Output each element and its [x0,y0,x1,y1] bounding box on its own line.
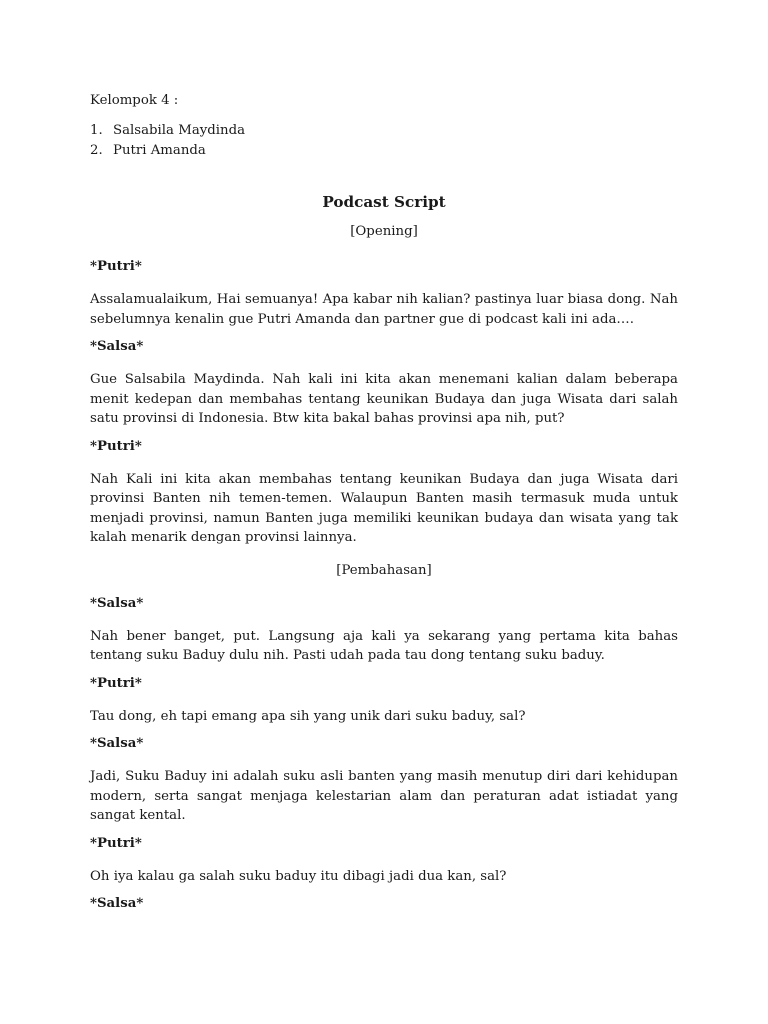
dialogue-line: Nah Kali ini kita akan membahas tentang keunikan Budaya dan juga Wisata dari provinsi Banten nih temen-temen. Walaupun Banten masih termasuk muda untuk menjadi provinsi, namun Banten juga memiliki keunikan budaya dan wisata yang tak kalah menarik dengan provinsi lainnya. [90,471,678,545]
group-heading: Kelompok 4 : [90,93,179,108]
speaker-label: *Putri* [90,835,142,851]
list-item [90,121,678,141]
dialogue-line: Tau dong, eh tapi emang apa sih yang unik dari suku baduy, sal? [90,708,526,724]
document-title: Podcast Script [322,193,446,211]
list-number: 2. [90,143,103,158]
dialogue-line: Jadi, Suku Baduy ini adalah suku asli banten yang masih menutup diri dari kehidupan modern, serta sangat menjaga kelestarian alam dan peraturan adat istiadat yang sangat kental. [90,769,678,823]
section-label-opening: [Opening] [350,224,418,239]
dialogue-line: Oh iya kalau ga salah suku baduy itu dibagi jadi dua kan, sal? [90,868,507,884]
speaker-label: *Putri* [90,259,142,274]
speaker-label: *Salsa* [90,736,144,751]
speaker-label: *Putri* [90,675,142,691]
member-name: Salsabila Maydinda [113,123,246,138]
section-label-pembahasan: [Pembahasan] [336,562,432,578]
list-number: 1. [90,123,103,138]
dialogue-line: Nah bener banget, put. Langsung aja kali ya sekarang yang pertama kita bahas tentang suku Baduy dulu nih. Pasti udah pada tau dong tentang suku baduy. [90,628,678,663]
speaker-label: *Putri* [90,438,142,454]
speaker-label: *Salsa* [90,339,144,354]
dialogue-line: Assalamualaikum, Hai semuanya! Apa kabar nih kalian? pastinya luar biasa dong. Nah sebelumnya kenalin gue Putri Amanda dan partner gue di podcast kali ini ada…. [90,292,678,327]
speaker-label: *Salsa* [90,896,144,911]
speaker-label: *Salsa* [90,595,144,611]
member-list [90,121,678,161]
member-name: Putri Amanda [113,143,206,158]
dialogue-line: Gue Salsabila Maydinda. Nah kali ini kita akan menemani kalian dalam beberapa menit kedepan dan membahas tentang keunikan Budaya dan juga Wisata dari salah satu provinsi di Indonesia. Btw kita bakal bahas provinsi apa nih, put? [90,372,678,426]
list-item [90,141,678,161]
